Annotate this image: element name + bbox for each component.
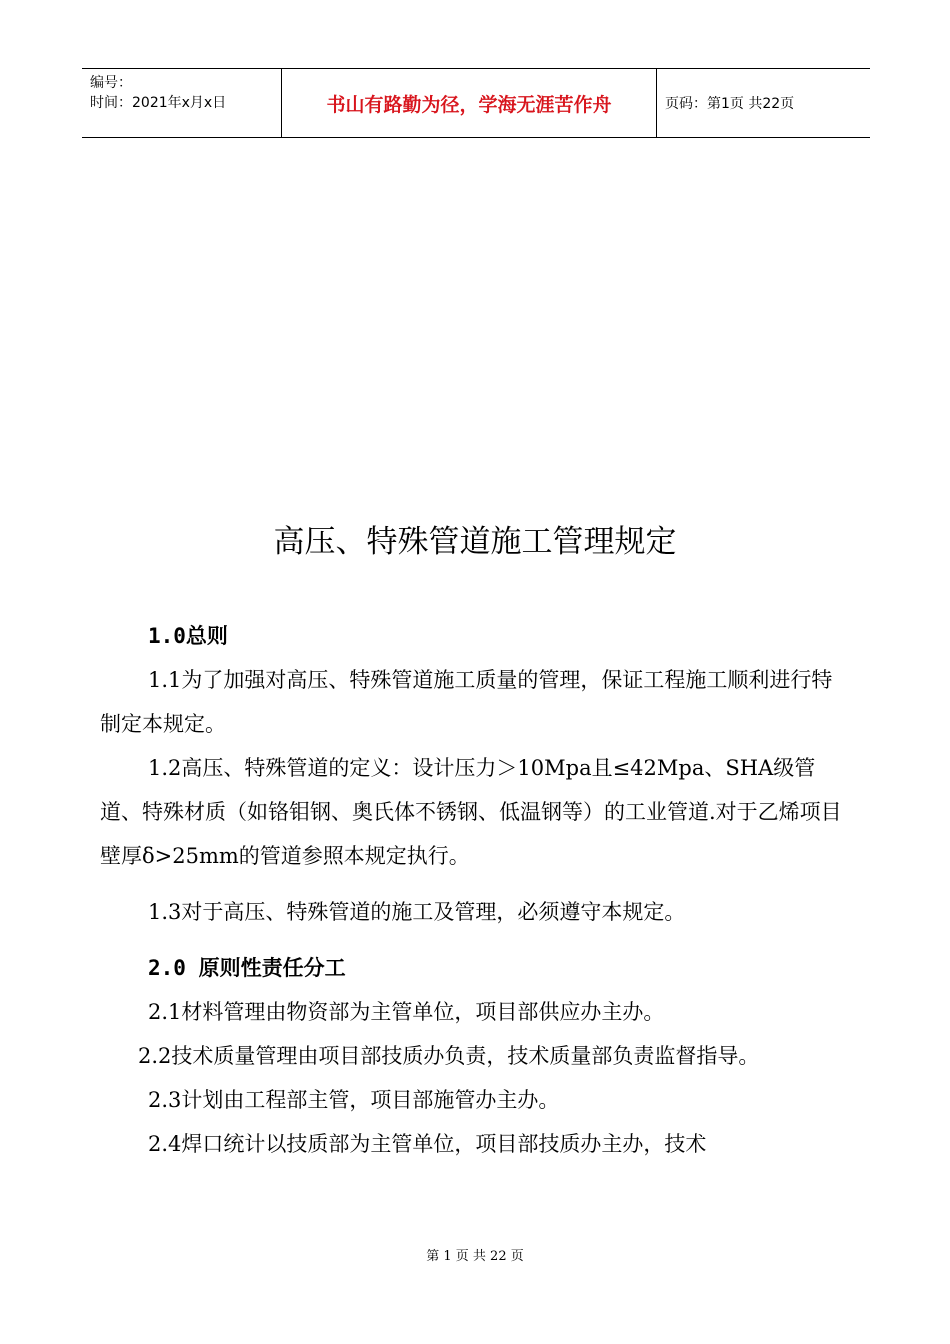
document-title: 高压、特殊管道施工管理规定 (273, 524, 677, 560)
page-footer: 第 1 页 共 22 页 (426, 1249, 524, 1264)
header-motto: 书山有路勤为径，学海无涯苦作舟 (282, 69, 657, 137)
document-time: 时间：2021年x月x日 (90, 95, 227, 111)
document-number-label: 编号： (90, 75, 132, 91)
paragraph-2-3: 2.3计划由工程部主管，项目部施管办主办。 (148, 1088, 560, 1112)
paragraph-2-1: 2.1材料管理由物资部为主管单位，项目部供应办主办。 (148, 1000, 665, 1024)
page-header (82, 68, 870, 138)
paragraph-1-3: 1.3对于高压、特殊管道的施工及管理，必须遵守本规定。 (148, 900, 686, 924)
header-page-info: 页码：第1页 共22页 (665, 96, 795, 112)
header-meta (82, 69, 282, 137)
paragraph-2-4: 2.4焊口统计以技质部为主管单位，项目部技质办主办，技术 (148, 1132, 707, 1156)
document-body (100, 614, 852, 1166)
paragraph-2-2: 2.2技术质量管理由项目部技质办负责，技术质量部负责监督指导。 (138, 1044, 760, 1068)
paragraph-1-1: 1.1为了加强对高压、特殊管道施工质量的管理，保证工程施工顺利进行特制定本规定。 (100, 668, 833, 736)
section-1-heading: 1.0总则 (148, 624, 228, 648)
section-2-heading: 2.0 原则性责任分工 (148, 956, 346, 980)
paragraph-1-2: 1.2高压、特殊管道的定义：设计压力＞10Mpa且≤42Mpa、SHA级管道、特殊材质（如铬钼钢、奥氏体不锈钢、低温钢等）的工业管道.对于乙烯项目壁厚δ>25mm的管道参照本规定执行。 (100, 756, 842, 868)
